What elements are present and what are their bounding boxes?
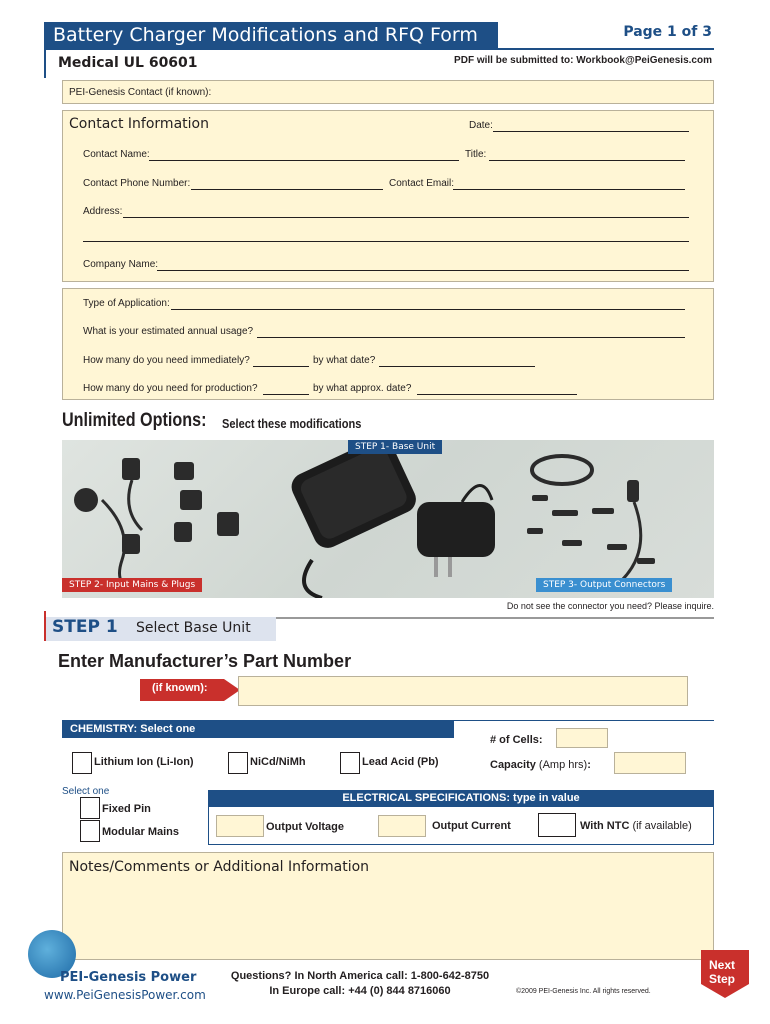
production-label: How many do you need for production?	[83, 383, 258, 394]
email-input[interactable]	[453, 189, 685, 190]
annual-usage-input[interactable]	[257, 337, 685, 338]
fixed-pin-checkbox[interactable]	[80, 797, 100, 819]
lead-acid-checkbox[interactable]	[340, 752, 360, 774]
approx-date-input[interactable]	[417, 394, 577, 395]
step1-label: STEP 1	[52, 617, 118, 637]
capacity-unit: (Amp hrs)	[538, 759, 588, 771]
output-current-label: Output Current	[432, 820, 511, 832]
fixed-pin-label: Fixed Pin	[102, 803, 151, 815]
step1-base-unit-tag: STEP 1- Base Unit	[348, 440, 442, 454]
chemistry-rule	[454, 720, 714, 721]
date-input[interactable]	[493, 131, 689, 132]
next-label: Next	[709, 958, 736, 972]
immediate-label: How many do you need immediately?	[83, 355, 250, 366]
company-input[interactable]	[157, 270, 689, 271]
modular-mains-label: Modular Mains	[102, 826, 180, 838]
pei-contact-label: PEI-Genesis Contact (if known):	[69, 87, 212, 98]
ntc-word: With NTC	[580, 820, 630, 832]
output-current-input[interactable]	[378, 815, 426, 837]
step1-red-rule	[44, 611, 46, 641]
annual-usage-label: What is your estimated annual usage?	[83, 326, 254, 337]
cells-label: # of Cells:	[490, 734, 543, 746]
modular-mains-checkbox[interactable]	[80, 820, 100, 842]
email-label: Contact Email:	[389, 178, 455, 189]
product-photo-art	[62, 440, 714, 598]
step3-output-tag: STEP 3- Output Connectors	[536, 578, 672, 592]
immediate-input[interactable]	[253, 366, 309, 367]
step2-mains-tag: STEP 2- Input Mains & Plugs	[62, 578, 202, 592]
step1-subtitle: Select Base Unit	[136, 620, 251, 636]
contact-info-heading: Contact Information	[69, 116, 209, 132]
footer-phone-na: Questions? In North America call: 1-800-642-8750	[230, 970, 490, 982]
product-photo	[62, 440, 714, 598]
production-input[interactable]	[263, 394, 309, 395]
application-box	[62, 288, 714, 400]
footer-url[interactable]: www.PeiGenesisPower.com	[44, 988, 206, 1002]
title-rule	[44, 48, 714, 50]
title-input[interactable]	[489, 160, 685, 161]
pdf-submit-note: PDF will be submitted to: Workbook@PeiGenesis.com	[454, 55, 712, 66]
footer-copyright: ©2009 PEI-Genesis Inc. All rights reserved.	[516, 988, 651, 995]
if-known-label: (if known):	[152, 682, 208, 694]
capacity-colon: :	[587, 759, 591, 771]
capacity-word: Capacity	[490, 759, 536, 771]
address-input-1[interactable]	[123, 217, 689, 218]
approx-date-label: by what approx. date?	[313, 383, 412, 394]
nicd-label: NiCd/NiMh	[250, 756, 306, 768]
chemistry-header: CHEMISTRY: Select one	[62, 720, 454, 738]
company-label: Company Name:	[83, 259, 159, 270]
ntc-label	[580, 820, 692, 832]
by-date-input[interactable]	[379, 366, 535, 367]
contact-name-label: Contact Name:	[83, 149, 150, 160]
output-voltage-input[interactable]	[216, 815, 264, 837]
type-application-label: Type of Application:	[83, 298, 170, 309]
li-ion-checkbox[interactable]	[72, 752, 92, 774]
ntc-note: (if available)	[632, 820, 692, 832]
mfr-part-heading: Enter Manufacturer’s Part Number	[58, 651, 352, 671]
ntc-checkbox[interactable]	[538, 813, 576, 837]
pei-contact-field[interactable]	[62, 80, 714, 104]
contact-name-input[interactable]	[149, 160, 459, 161]
mfr-part-input[interactable]	[238, 676, 688, 706]
form-subtitle: Medical UL 60601	[58, 55, 198, 71]
address-input-2[interactable]	[83, 241, 689, 242]
lead-acid-label: Lead Acid (Pb)	[362, 756, 439, 768]
inquire-note: Do not see the connector you need? Please inquire.	[506, 601, 714, 611]
cells-input[interactable]	[556, 728, 608, 748]
address-label: Address:	[83, 206, 123, 217]
title-left-rule	[44, 48, 46, 78]
page-number: Page 1 of 3	[623, 24, 712, 40]
nicd-checkbox[interactable]	[228, 752, 248, 774]
output-voltage-label: Output Voltage	[266, 821, 345, 833]
type-application-input[interactable]	[171, 309, 685, 310]
next-step-button[interactable]	[699, 950, 751, 998]
footer-brand: PEI-Genesis Power	[60, 970, 197, 985]
electrical-header: ELECTRICAL SPECIFICATIONS: type in value	[208, 790, 714, 807]
step-label: Step	[709, 972, 736, 986]
by-date-label: by what date?	[313, 355, 376, 366]
date-label: Date:	[469, 120, 493, 131]
phone-input[interactable]	[191, 189, 383, 190]
options-subtitle: Select these modifications	[222, 416, 362, 431]
notes-box[interactable]	[62, 852, 714, 960]
footer-phone-eu: In Europe call: +44 (0) 844 8716060	[269, 985, 451, 997]
capacity-input[interactable]	[614, 752, 686, 774]
phone-label: Contact Phone Number:	[83, 178, 191, 189]
capacity-label	[490, 759, 591, 771]
contact-info-box	[62, 110, 714, 282]
options-title: Unlimited Options:	[62, 410, 207, 431]
title-label: Title:	[465, 149, 487, 160]
form-title: Battery Charger Modifications and RFQ Form	[44, 22, 498, 48]
li-ion-label: Lithium Ion (Li-Ion)	[94, 756, 194, 768]
notes-heading: Notes/Comments or Additional Information	[69, 859, 370, 875]
select-one-label: Select one	[62, 786, 110, 797]
